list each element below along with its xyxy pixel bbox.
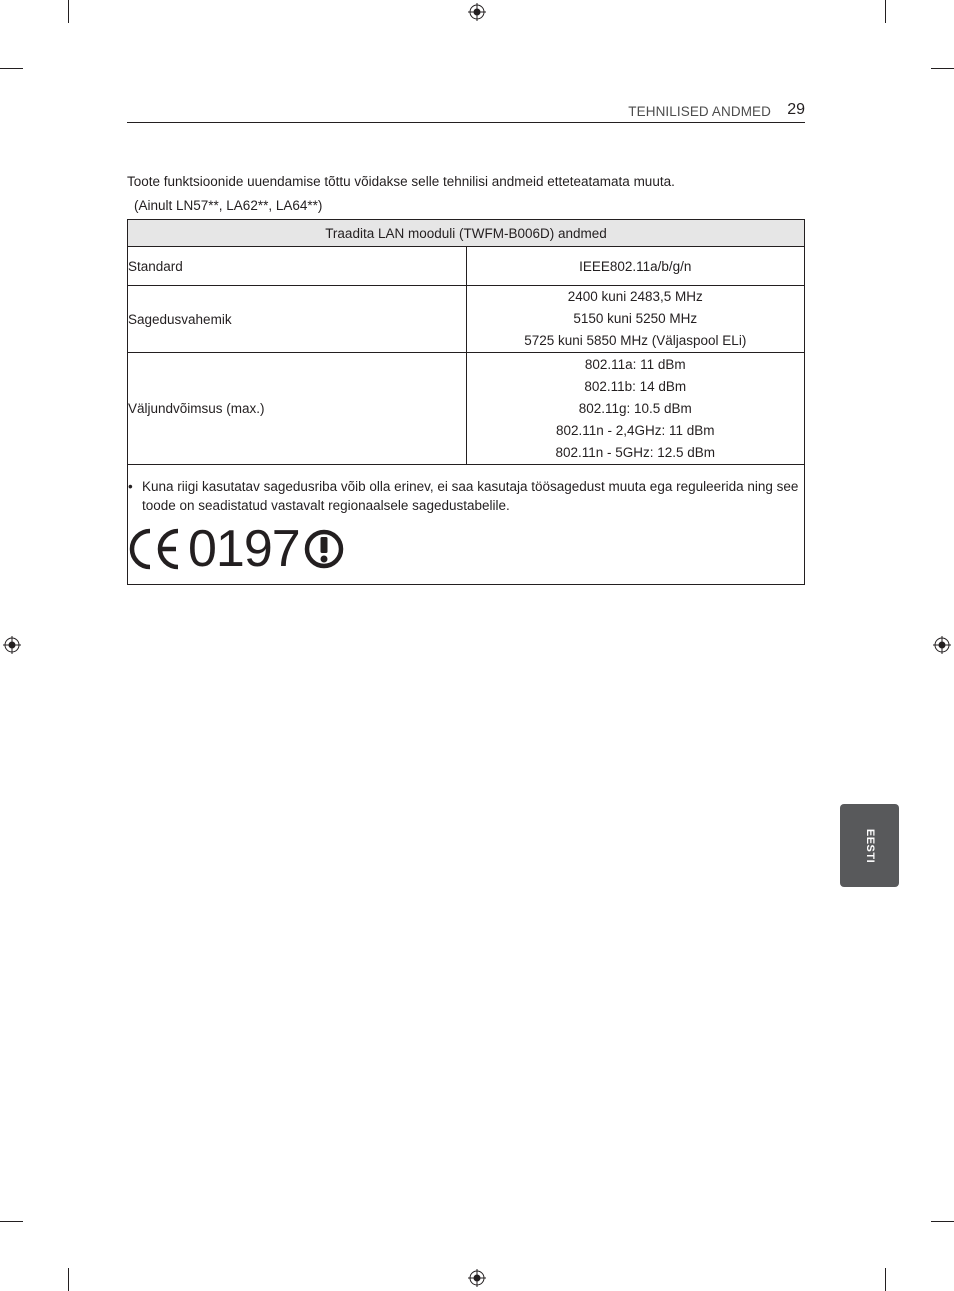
frequency-value: 5725 kuni 5850 MHz (Väljaspool ELi) xyxy=(524,333,747,348)
note-text: Kuna riigi kasutatav sagedusriba võib olla erinev, ei saa kasutaja töösagedust muuta ega reguleerida ning see toode on seadistatud vastavalt regionaalsele sagedustabelile. xyxy=(142,478,799,513)
notified-body-number: 0197 xyxy=(188,519,300,578)
table-row xyxy=(128,247,805,286)
table-row xyxy=(128,353,805,465)
power-value: 802.11a: 11 dBm xyxy=(584,356,686,372)
page-header xyxy=(127,100,805,123)
language-tab xyxy=(840,804,899,887)
wireless-lan-spec-table xyxy=(127,219,805,585)
power-values xyxy=(466,353,805,465)
note xyxy=(128,477,804,515)
registration-mark-icon xyxy=(468,1269,486,1287)
table-row xyxy=(128,286,805,353)
crop-mark xyxy=(931,1221,954,1222)
ce-mark-icon xyxy=(128,527,182,571)
power-value: 802.11g: 10.5 dBm xyxy=(578,400,692,416)
registration-mark-icon xyxy=(933,636,951,654)
standard-value: IEEE802.11a/b/g/n xyxy=(466,247,805,286)
crop-mark xyxy=(931,68,954,69)
crop-mark xyxy=(0,1221,23,1222)
frequency-values xyxy=(466,286,805,353)
power-value: 802.11n - 2,4GHz: 11 dBm xyxy=(555,422,715,438)
table-title: Traadita LAN mooduli (TWFM-B006D) andmed xyxy=(128,220,805,247)
certification-marking xyxy=(128,519,804,578)
crop-mark xyxy=(68,1268,69,1291)
intro-text: Toote funktsioonide uuendamise tõttu võidakse selle tehnilisi andmeid etteteatamata muuta. xyxy=(127,174,675,189)
standard-label: Standard xyxy=(128,247,467,286)
power-value: 802.11b: 14 dBm xyxy=(584,378,687,394)
language-label: EESTI xyxy=(863,828,876,864)
bullet: • xyxy=(128,478,133,494)
power-value: 802.11n - 5GHz: 12.5 dBm xyxy=(555,444,716,460)
crop-mark xyxy=(0,68,23,69)
crop-mark xyxy=(885,0,886,23)
page-number: 29 xyxy=(787,101,805,118)
note-cell xyxy=(128,465,805,585)
registration-mark-icon xyxy=(3,636,21,654)
registration-mark-icon xyxy=(468,3,486,21)
alert-class2-icon xyxy=(304,529,344,569)
frequency-label: Sagedusvahemik xyxy=(128,286,467,353)
table-row xyxy=(128,465,805,585)
models-note: (Ainult LN57**, LA62**, LA64**) xyxy=(134,198,323,213)
crop-mark xyxy=(68,0,69,23)
frequency-value: 5150 kuni 5250 MHz xyxy=(573,311,698,326)
frequency-value: 2400 kuni 2483,5 MHz xyxy=(567,289,703,304)
power-label: Väljundvõimsus (max.) xyxy=(128,353,467,465)
section-title: TEHNILISED ANDMED xyxy=(628,104,771,119)
crop-mark xyxy=(885,1268,886,1291)
